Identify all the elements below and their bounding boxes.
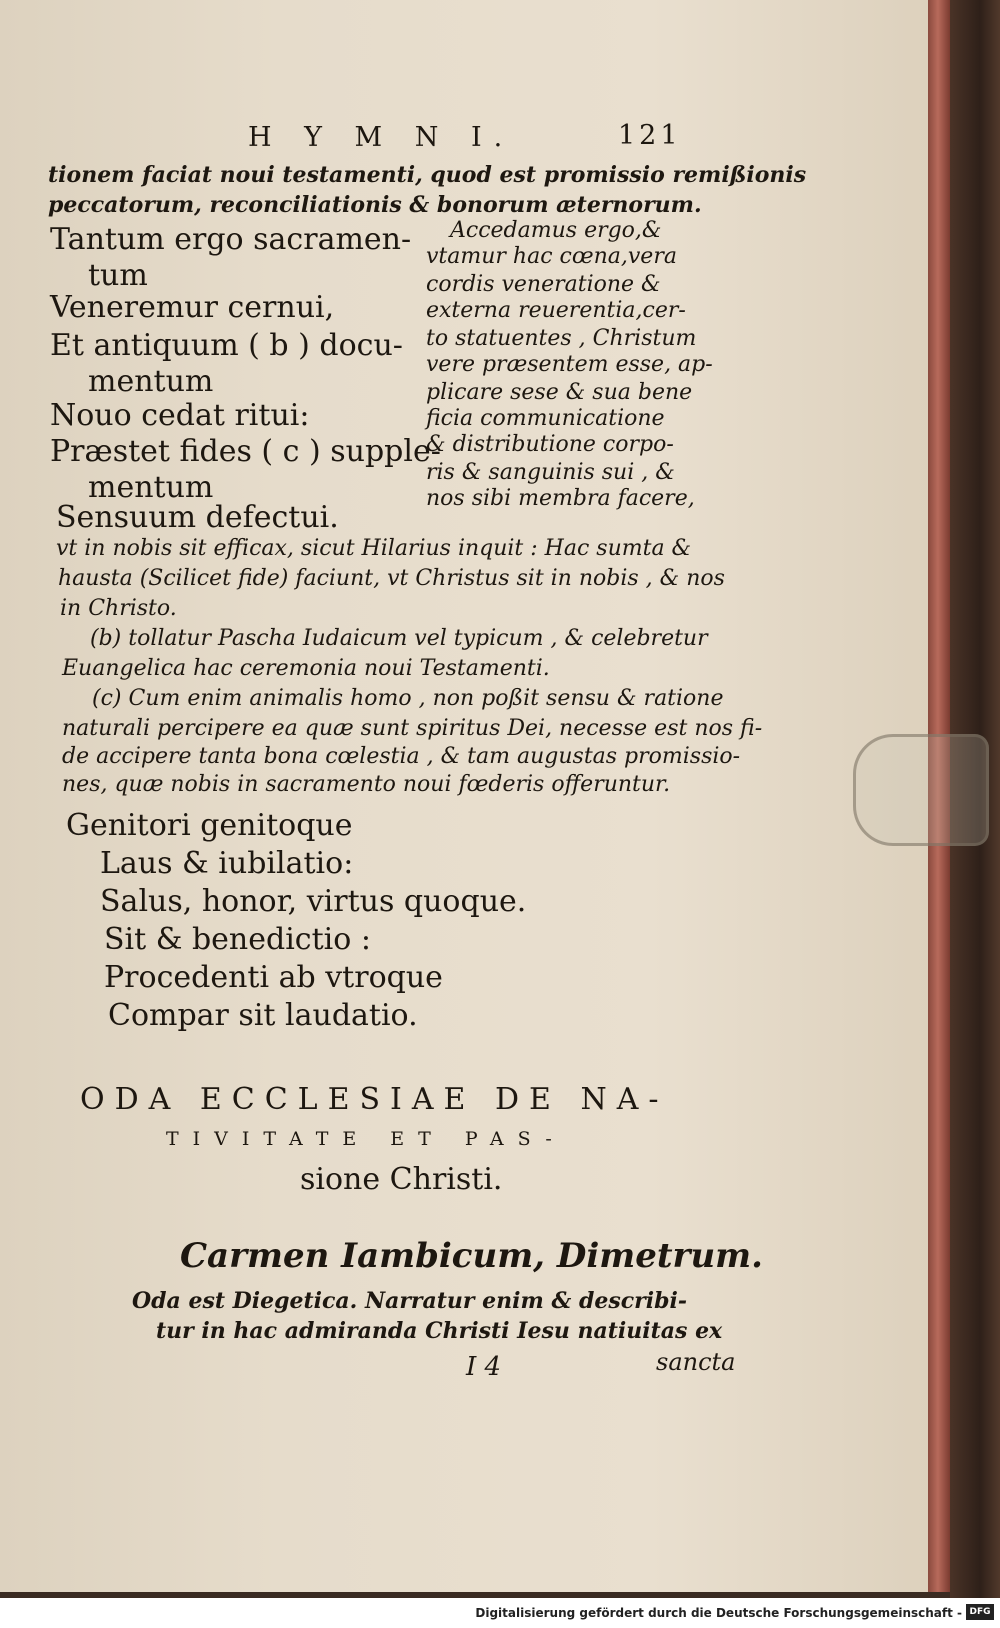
verse-line: Veneremur cernui, [50, 290, 335, 325]
gloss-line: nos sibi membra facere, [426, 486, 695, 511]
section-title-line1: ODA ECCLESIAE DE NA- [80, 1082, 669, 1117]
verse-line: Procedenti ab vtroque [104, 960, 443, 995]
gloss-line: cordis veneratione & [426, 272, 661, 297]
verse-line: Nouo cedat ritui: [50, 398, 310, 433]
gloss-line: ficia communicatione [426, 406, 665, 431]
dfg-logo: DFG [966, 1604, 994, 1620]
gloss-line: Accedamus ergo,& [450, 218, 662, 243]
catchword: sancta [656, 1348, 736, 1376]
note-line: nes, quæ nobis in sacramento noui fœderis offeruntur. [62, 772, 671, 797]
note-line: naturali percipere ea quæ sunt spiritus Dei, necesse est nos fi- [62, 716, 763, 741]
verse-line: Sit & benedictio : [104, 922, 371, 957]
verse-line: Tantum ergo sacramen- [50, 222, 412, 257]
verse-line: Genitori genitoque [66, 808, 353, 843]
gloss-line: vere præsentem esse, ap- [426, 352, 713, 377]
note-line: hausta (Scilicet fide) faciunt, vt Christus sit in nobis , & nos [58, 566, 725, 591]
gloss-line: & distributione corpo- [426, 432, 674, 457]
text-line: tur in hac admiranda Christi Iesu natiuitas ex [156, 1318, 723, 1344]
verse-line: Laus & iubilatio: [100, 846, 354, 881]
note-line: (b) tollatur Pascha Iudaicum vel typicum , & celebretur [90, 626, 708, 651]
text-line: Oda est Diegetica. Narratur enim & describi- [132, 1288, 687, 1314]
verse-line: Sensuum defectui. [56, 500, 339, 535]
gloss-line: externa reuerentia,cer- [426, 298, 686, 323]
footer-credit: Digitalisierung gefördert durch die Deutsche Forschungsgemeinschaft - [475, 1606, 962, 1620]
note-line: Euangelica hac ceremonia noui Testamenti. [62, 656, 550, 681]
note-line: (c) Cum enim animalis homo , non poßit sensu & ratione [92, 686, 724, 711]
text-line: peccatorum, reconciliationis & bonorum æternorum. [48, 192, 702, 218]
verse-line: Et antiquum ( b ) docu- [50, 328, 403, 363]
verse-line: mentum [88, 470, 214, 505]
gloss-line: ris & sanguinis sui , & [426, 460, 675, 485]
verse-line: Præstet fides ( c ) supple- [50, 434, 441, 469]
signature-mark: I 4 [466, 1352, 502, 1382]
verse-line: Compar sit laudatio. [108, 998, 418, 1033]
gloss-line: to statuentes , Christum [426, 326, 697, 351]
subtitle: Carmen Iambicum, Dimetrum. [180, 1236, 763, 1276]
gloss-line: vtamur hac cœna,vera [426, 244, 677, 269]
section-title-line2: TIVITATE ET PAS- [166, 1128, 566, 1150]
verse-line: mentum [88, 364, 214, 399]
verse-line: Salus, honor, virtus quoque. [100, 884, 527, 919]
note-line: in Christo. [60, 596, 177, 621]
page-clip [853, 734, 989, 846]
section-title-line3: sione Christi. [300, 1162, 503, 1197]
note-line: de accipere tanta bona cœlestia , & tam augustas promissio- [62, 744, 741, 769]
page-number: 121 [618, 120, 682, 151]
verse-line: tum [88, 258, 148, 293]
gloss-line: plicare sese & sua bene [426, 380, 693, 405]
running-title: H Y M N I. [248, 122, 515, 153]
text-line: tionem faciat noui testamenti, quod est promissio remißionis [48, 162, 807, 188]
note-line: vt in nobis sit efficax, sicut Hilarius inquit : Hac sumta & [56, 536, 692, 561]
